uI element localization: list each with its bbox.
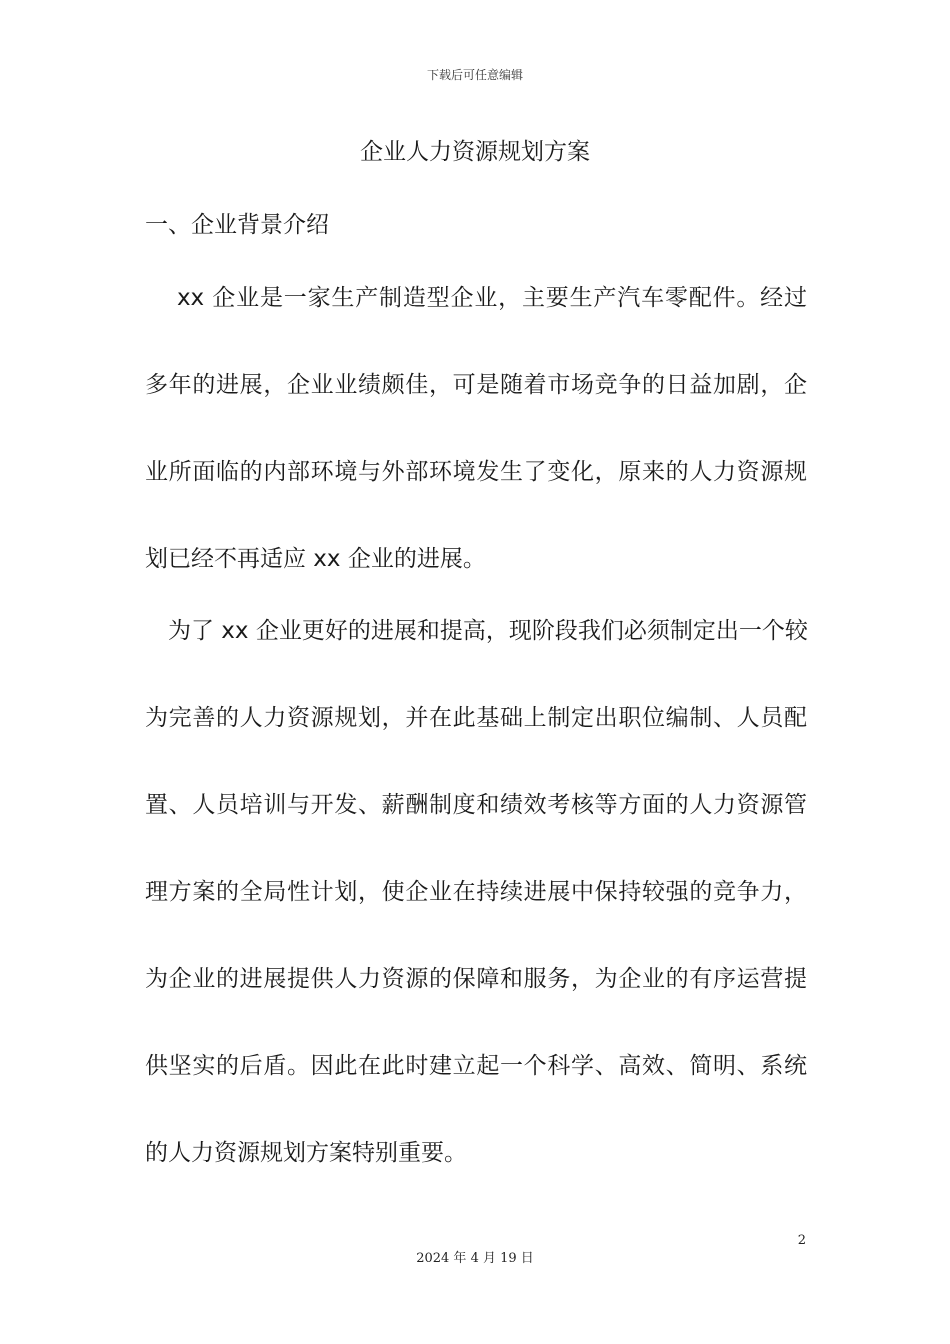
paragraph-line: 划已经不再适应 xx 企业的进展。 — [145, 546, 486, 572]
header-note: 下载后可任意编辑 — [426, 68, 523, 82]
document-title: 企业人力资源规划方案 — [360, 139, 590, 165]
paragraph-line: 理方案的全局性计划，使企业在持续进展中保持较强的竞争力， — [145, 879, 807, 905]
paragraph-line: 多年的进展，企业业绩颇佳，可是随着市场竞争的日益加剧，企 — [145, 372, 807, 398]
paragraph-line: 供坚实的后盾。因此在此时建立起一个科学、高效、简明、系统 — [145, 1053, 807, 1079]
footer-date: 2024 年 4 月 19 日 — [416, 1251, 534, 1266]
paragraph-line: xx 企业是一家生产制造型企业，主要生产汽车零配件。经过 — [145, 285, 807, 311]
paragraph-line: 业所面临的内部环境与外部环境发生了变化，原来的人力资源规 — [145, 459, 807, 485]
paragraph-line: 的人力资源规划方案特别重要。 — [145, 1140, 467, 1166]
paragraph-line: 为完善的人力资源规划，并在此基础上制定出职位编制、人员配 — [145, 705, 807, 731]
paragraph-planning-purpose — [145, 588, 807, 1197]
page-number: 2 — [797, 1233, 806, 1248]
paragraph-line: 置、人员培训与开发、薪酬制度和绩效考核等方面的人力资源管 — [145, 792, 807, 818]
paragraph-background-intro — [145, 255, 807, 603]
paragraph-line: 为企业的进展提供人力资源的保障和服务，为企业的有序运营提 — [145, 966, 807, 992]
paragraph-line: 为了 xx 企业更好的进展和提高，现阶段我们必须制定出一个较 — [145, 618, 808, 644]
section-heading: 一、企业背景介绍 — [145, 212, 329, 238]
